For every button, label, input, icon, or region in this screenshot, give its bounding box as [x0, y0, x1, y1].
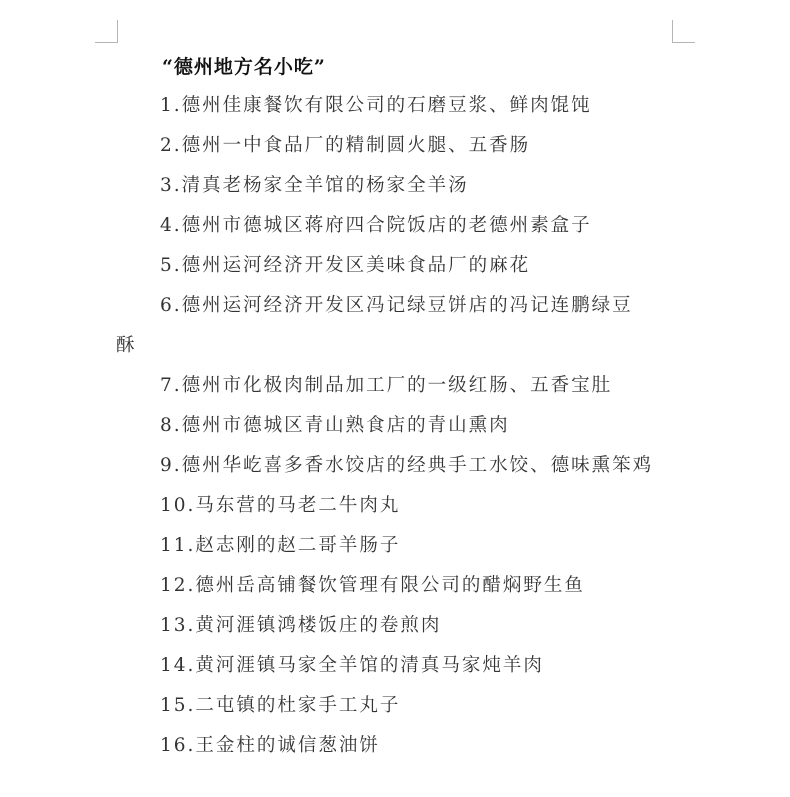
list-item: 12.德州岳高铺餐饮管理有限公司的醋焖野生鱼: [160, 575, 585, 596]
list-item: 16.王金柱的诚信葱油饼: [160, 735, 380, 756]
list-item: 1.德州佳康餐饮有限公司的石磨豆浆、鲜肉馄饨: [160, 95, 592, 116]
list-item: 5.德州运河经济开发区美味食品厂的麻花: [160, 255, 531, 276]
list-item: 6.德州运河经济开发区冯记绿豆饼店的冯记连鹏绿豆: [160, 295, 633, 316]
list-item: 4.德州市德城区蒋府四合院饭店的老德州素盒子: [160, 215, 592, 236]
list-item: 7.德州市化极肉制品加工厂的一级红肠、五香宝肚: [160, 375, 613, 396]
top-right-corner-mark: [672, 20, 695, 43]
list-item: 11.赵志刚的赵二哥羊肠子: [160, 535, 401, 556]
list-item: 9.德州华屹喜多香水饺店的经典手工水饺、德味熏笨鸡: [160, 455, 654, 476]
document-title: “德州地方名小吃”: [162, 56, 326, 78]
list-item: 13.黄河涯镇鸿楼饭庄的卷煎肉: [160, 615, 442, 636]
list-item: 10.马东营的马老二牛肉丸: [160, 495, 401, 516]
list-item: 15.二屯镇的杜家手工丸子: [160, 695, 401, 716]
list-item: 3.清真老杨家全羊馆的杨家全羊汤: [160, 175, 469, 196]
list-item-continuation: 酥: [116, 335, 137, 356]
list-item: 14.黄河涯镇马家全羊馆的清真马家炖羊肉: [160, 655, 544, 676]
snack-list: [116, 91, 676, 771]
list-item: 8.德州市德城区青山熟食店的青山熏肉: [160, 415, 510, 436]
list-item: 2.德州一中食品厂的精制圆火腿、五香肠: [160, 135, 531, 156]
top-left-corner-mark: [95, 20, 118, 43]
